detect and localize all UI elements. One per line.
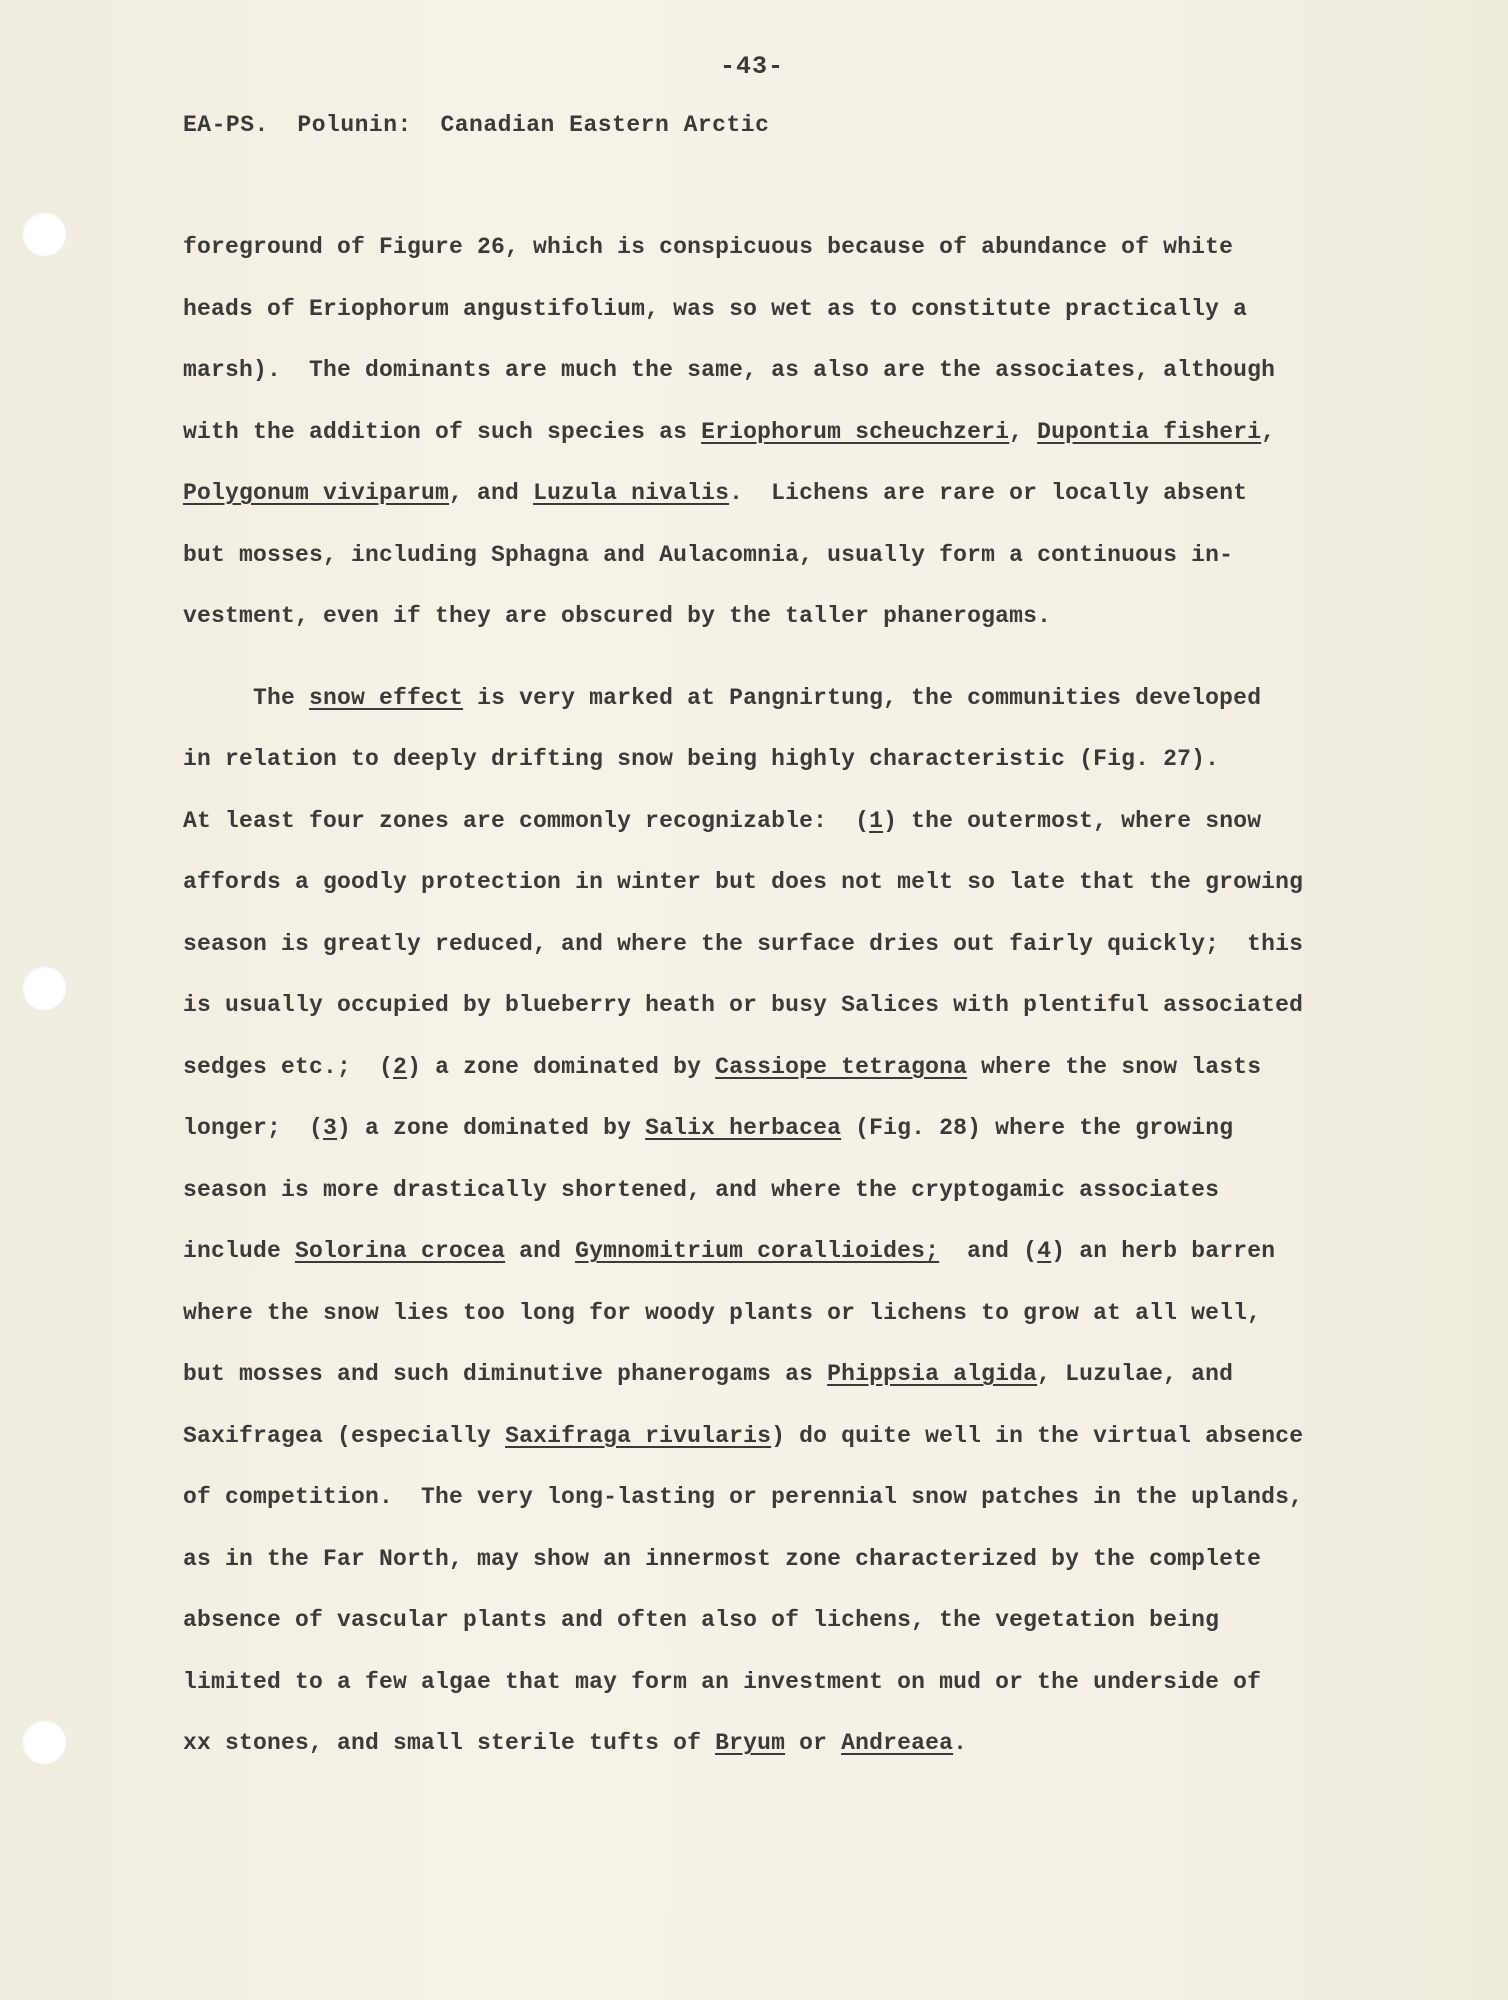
text-line: of competition. The very long-lasting or perennial snow patches in the uplands,: [183, 1484, 1304, 1510]
underlined-term: Phippsia algida: [827, 1361, 1038, 1387]
underlined-term: snow effect: [309, 684, 464, 711]
text-line: vestment, even if they are obscured by the taller phanerogams.: [183, 603, 1052, 629]
text-line: season is more drastically shortened, and where the cryptogamic associates: [183, 1176, 1220, 1203]
underlined-term: Andreaea: [841, 1730, 954, 1756]
text-line: affords a goodly protection in winter but does not melt so late that the growing: [183, 869, 1304, 895]
underlined-term: Luzula nivalis: [533, 480, 730, 506]
underlined-term: 3: [323, 1115, 338, 1141]
text-line: At least four zones are commonly recognizable: (1) the outermost, where snow: [183, 807, 1262, 834]
text-line: foreground of Figure 26, which is conspicuous because of abundance of white: [183, 234, 1234, 260]
paragraph-1: [183, 232, 1413, 663]
text-line: Polygonum viviparum, and Luzula nivalis. Lichens are rare or locally absent: [183, 480, 1248, 506]
punch-hole: [22, 212, 66, 256]
text-line: as in the Far North, may show an innermost zone characterized by the complete: [183, 1545, 1262, 1572]
text-line: absence of vascular plants and often also of lichens, the vegetation being: [183, 1607, 1220, 1633]
text-line: sedges etc.; (2) a zone dominated by Cassiope tetragona where the snow lasts: [183, 1053, 1262, 1080]
underlined-term: Gymnomitrium corallioides;: [575, 1238, 940, 1264]
text-line: with the addition of such species as Eriophorum scheuchzeri, Dupontia fisheri,: [183, 418, 1276, 445]
text-line: but mosses, including Sphagna and Aulacomnia, usually form a continuous in-: [183, 541, 1234, 568]
text-line: season is greatly reduced, and where the surface dries out fairly quickly; this: [183, 930, 1304, 957]
underlined-term: Salix herbacea: [645, 1115, 842, 1141]
text-line: marsh). The dominants are much the same, as also are the associates, although: [183, 357, 1276, 383]
text-line: The snow effect is very marked at Pangnirtung, the communities developed: [183, 684, 1262, 711]
underlined-term: 4: [1037, 1238, 1052, 1264]
underlined-term: Dupontia fisheri: [1037, 418, 1262, 445]
underlined-term: Polygonum viviparum: [183, 480, 450, 506]
text-line: but mosses and such diminutive phanerogams as Phippsia algida, Luzulae, and: [183, 1361, 1234, 1387]
paragraph-2: [183, 683, 1413, 1790]
underlined-term: Cassiope tetragona: [715, 1053, 968, 1080]
paragraph-gap: [183, 663, 1413, 683]
text-line: in relation to deeply drifting snow being highly characteristic (Fig. 27).: [183, 746, 1220, 772]
text-line: is usually occupied by blueberry heath or busy Salices with plentiful associated: [183, 992, 1304, 1018]
punch-hole: [22, 1720, 66, 1764]
underlined-term: 1: [869, 807, 884, 834]
document-header: EA-PS. Polunin: Canadian Eastern Arctic: [183, 112, 770, 138]
text-line: heads of Eriophorum angustifolium, was so wet as to constitute practically a: [183, 295, 1248, 322]
text-line: longer; (3) a zone dominated by Salix herbacea (Fig. 28) where the growing: [183, 1115, 1234, 1141]
underlined-term: Bryum: [715, 1730, 786, 1756]
underlined-term: Eriophorum scheuchzeri: [701, 418, 1010, 445]
page-number: -43-: [720, 52, 785, 81]
text-line: limited to a few algae that may form an investment on mud or the underside of: [183, 1668, 1262, 1695]
body-text: [183, 232, 1413, 1790]
text-line: Saxifragea (especially Saxifraga rivularis) do quite well in the virtual absence: [183, 1422, 1304, 1449]
underlined-term: Solorina crocea: [295, 1238, 506, 1264]
underlined-term: 2: [393, 1053, 408, 1080]
punch-hole: [22, 966, 66, 1010]
text-line: xx stones, and small sterile tufts of Bryum or Andreaea.: [183, 1730, 968, 1756]
text-line: include Solorina crocea and Gymnomitrium corallioides; and (4) an herb barren: [183, 1238, 1276, 1264]
underlined-term: Saxifraga rivularis: [505, 1422, 772, 1449]
text-line: where the snow lies too long for woody plants or lichens to grow at all well,: [183, 1299, 1262, 1326]
